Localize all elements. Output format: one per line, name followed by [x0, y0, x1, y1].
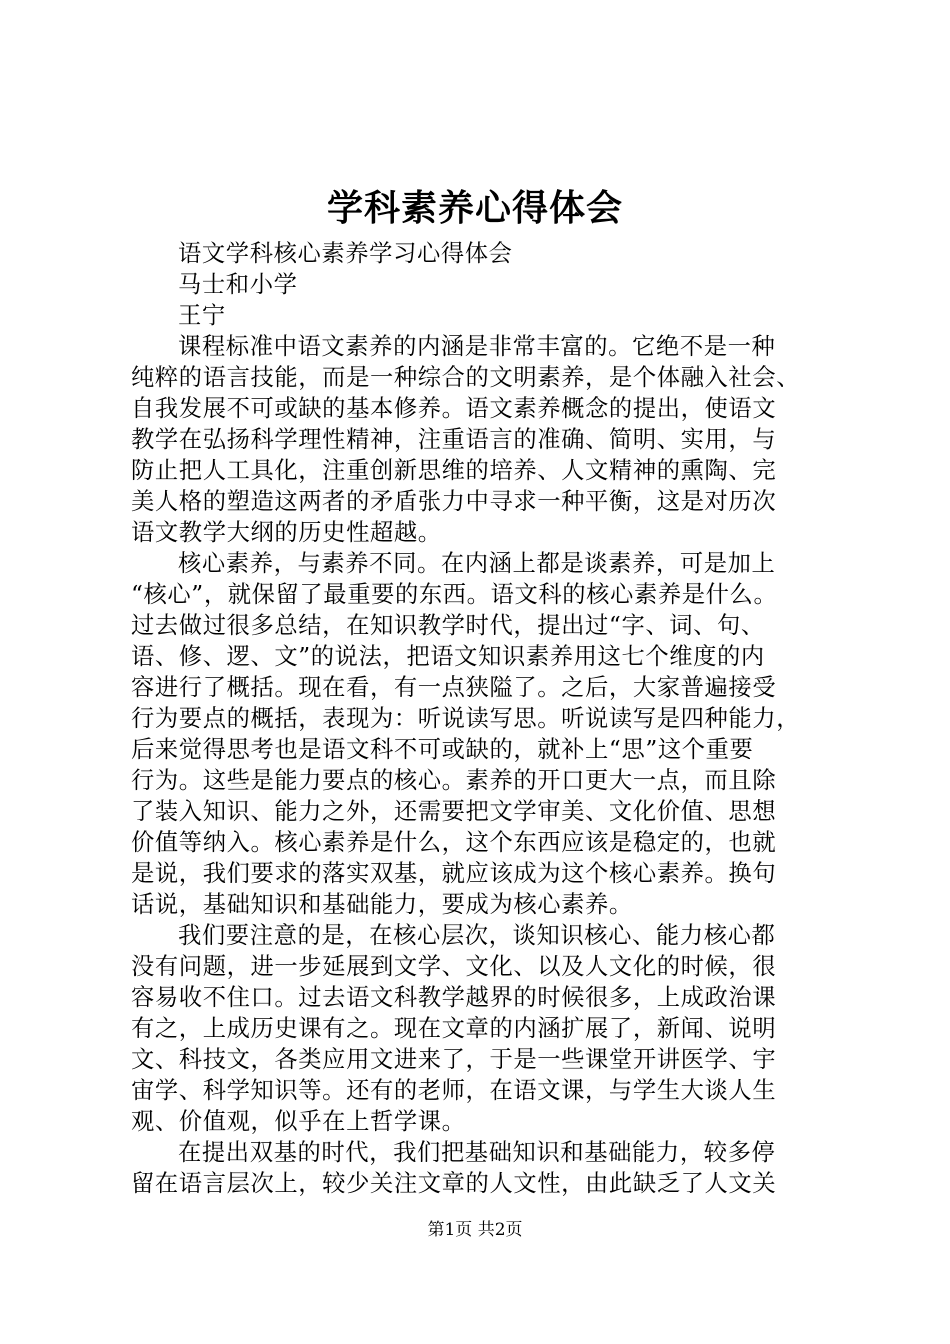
paragraph-line: “核心”，就保留了最重要的东西。语文科的核心素养是什么。 — [131, 581, 778, 608]
paragraph-line: 容易收不住口。过去语文科教学越界的时候很多，上成政治课 — [131, 984, 777, 1011]
paragraph-line: 自我发展不可或缺的基本修养。语文素养概念的提出，使语文 — [131, 395, 777, 422]
paragraph-line: 我们要注意的是，在核心层次，谈知识核心、能力核心都 — [178, 922, 776, 949]
paragraph-line: 课程标准中语文素养的内涵是非常丰富的。它绝不是一种 — [178, 333, 776, 360]
page-number-footer: 第1页 共2页 — [427, 1220, 523, 1240]
paragraph-line: 核心素养，与素养不同。在内涵上都是谈素养，可是加上 — [178, 550, 776, 577]
paragraph-line: 过去做过很多总结，在知识教学时代，提出过“字、词、句、 — [131, 612, 765, 639]
document-body — [131, 238, 831, 1199]
paragraph-line: 纯粹的语言技能，而是一种综合的文明素养，是个体融入社会、 — [131, 364, 801, 391]
paragraph-line: 语文教学大纲的历史性超越。 — [131, 519, 442, 546]
paragraph-line: 行为。这些是能力要点的核心。素养的开口更大一点，而且除 — [131, 767, 777, 794]
paragraph-line: 留在语言层次上，较少关注文章的人文性，由此缺乏了人文关 — [131, 1170, 777, 1197]
paragraph-line: 宙学、科学知识等。还有的老师，在语文课，与学生大谈人生 — [131, 1077, 777, 1104]
document-title: 学科素养心得体会 — [326, 187, 623, 229]
paragraph-line: 在提出双基的时代，我们把基础知识和基础能力，较多停 — [178, 1139, 776, 1166]
paragraph-line: 有之，上成历史课有之。现在文章的内涵扩展了，新闻、说明 — [131, 1015, 777, 1042]
paragraph-line: 美人格的塑造这两者的矛盾张力中寻求一种平衡，这是对历次 — [131, 488, 777, 515]
paragraph-line: 了装入知识、能力之外，还需要把文学审美、文化价值、思想 — [131, 798, 777, 825]
school-name: 马士和小学 — [178, 271, 298, 298]
author-name: 王宁 — [178, 302, 226, 329]
paragraph-4 — [131, 1137, 831, 1199]
paragraph-line: 后来觉得思考也是语文科不可或缺的，就补上“思”这个重要 — [131, 736, 754, 763]
paragraph-line: 没有问题，进一步延展到文学、文化、以及人文化的时候，很 — [131, 953, 777, 980]
paragraph-line: 价值等纳入。核心素养是什么，这个东西应该是稳定的，也就 — [131, 829, 777, 856]
paragraph-line: 行为要点的概括，表现为：听说读写思。听说读写是四种能力， — [131, 705, 801, 732]
paragraph-3 — [131, 920, 831, 1137]
paragraph-line: 容进行了概括。现在看，有一点狭隘了。之后，大家普遍接受 — [131, 674, 777, 701]
paragraph-line: 防止把人工具化，注重创新思维的培养、人文精神的熏陶、完 — [131, 457, 777, 484]
paragraph-line: 话说，基础知识和基础能力，要成为核心素养。 — [131, 891, 633, 918]
paragraph-2 — [131, 548, 831, 920]
paragraph-line: 是说，我们要求的落实双基，就应该成为这个核心素养。换句 — [131, 860, 777, 887]
paragraph-line: 语、修、逻、文”的说法，把语文知识素养用这七个维度的内 — [131, 643, 765, 670]
paragraph-line: 文、科技文，各类应用文进来了，于是一些课堂开讲医学、宇 — [131, 1046, 777, 1073]
paragraph-1 — [131, 331, 831, 548]
document-subtitle: 语文学科核心素养学习心得体会 — [178, 240, 513, 267]
paragraph-line: 教学在弘扬科学理性精神，注重语言的准确、简明、实用，与 — [131, 426, 777, 453]
paragraph-line: 观、价值观，似乎在上哲学课。 — [131, 1108, 466, 1135]
